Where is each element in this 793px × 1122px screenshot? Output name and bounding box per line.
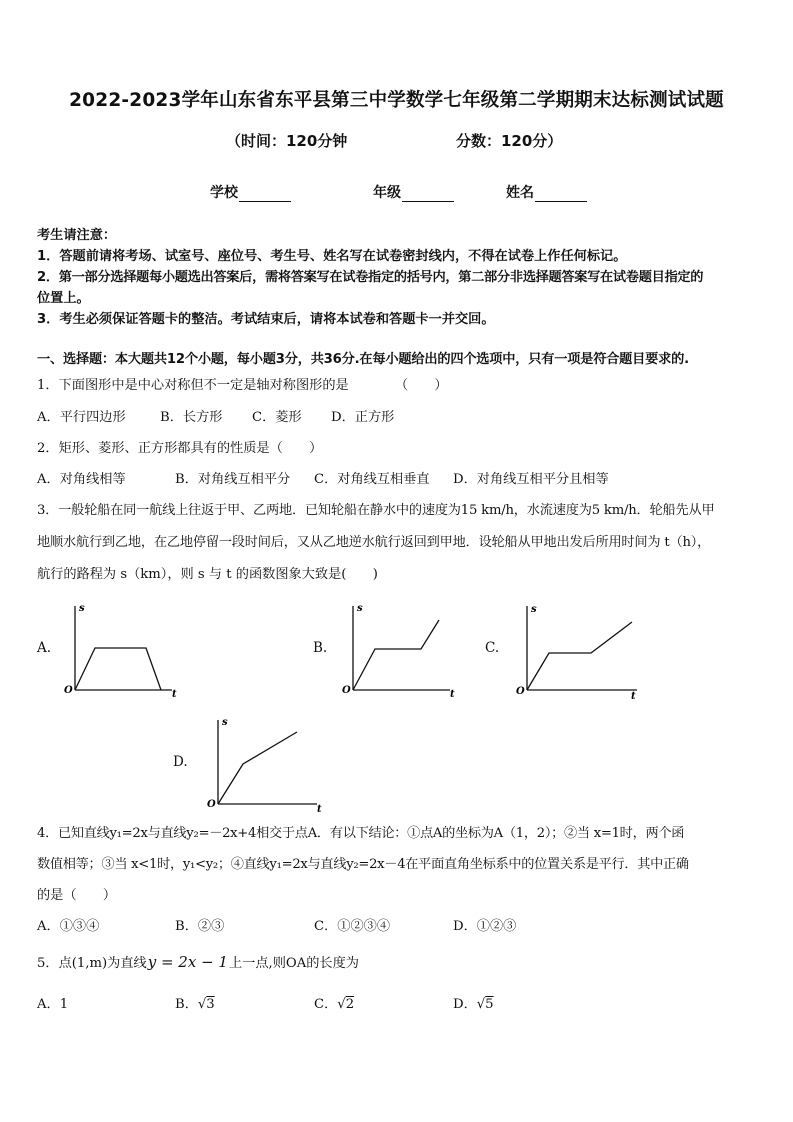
name-label: 姓名 (506, 185, 534, 201)
notice-line-1: 1．答题前请将考场、试室号、座位号、考生号、姓名写在试卷密封线内，不得在试卷上作任何标记。 (37, 249, 627, 264)
q5-option-d-value: 5 (485, 997, 494, 1012)
q3-graph-c[interactable] (512, 600, 652, 702)
q3-graph-a-origin: O (64, 685, 73, 696)
q5-equation: y = 2x − 1 (147, 953, 228, 971)
q3-graph-a-t-label: t (172, 689, 177, 700)
q5-option-c-letter: C． (314, 997, 338, 1012)
school-field (210, 182, 291, 202)
q3-graph-b-s-label: s (357, 603, 363, 614)
q3-line-2: 地顺水航行到乙地，在乙地停留一段时间后，又从乙地逆水航行返回到甲地．设轮船从甲地出发后所用时间为 t（h）， (37, 535, 711, 550)
q3-graph-b-t-label: t (450, 689, 455, 700)
q4-line-1: 4．已知直线y₁=2x与直线y₂=－2x+4相交于点A．有以下结论：①点A的坐标为A（1，2）；②当 x=1时，两个函 (37, 826, 685, 841)
q5-option-c[interactable] (314, 993, 354, 1012)
q5-option-b-value: 3 (206, 997, 215, 1012)
q1-option-b[interactable]: B．长方形 (160, 410, 223, 425)
notice-heading: 考生请注意： (37, 228, 117, 243)
q4-line-3: 的是（ ） (37, 888, 117, 903)
grade-field (373, 182, 454, 202)
notice-line-2b: 位置上。 (37, 291, 90, 306)
q3-option-d-label[interactable]: D. (173, 754, 188, 770)
notice-line-2: 2．第一部分选择题每小题选出答案后，需将答案写在试卷指定的括号内，第二部分非选择题答案写在试卷题目指定的 (37, 270, 704, 285)
q3-line-3: 航行的路程为 s（km），则 s 与 t 的函数图象大致是( ) (37, 567, 378, 582)
q5-option-d[interactable] (453, 993, 494, 1012)
school-blank[interactable] (239, 187, 291, 202)
q2-stem: 2．矩形、菱形、正方形都具有的性质是（ ） (37, 441, 323, 456)
q5-option-c-value: 2 (345, 997, 355, 1012)
q3-graph-c-t-label: t (631, 691, 636, 702)
section-heading: 一、选择题：本大题共12个小题，每小题3分，共36分.在每小题给出的四个选项中，只有一项是符合题目要求的. (37, 352, 689, 367)
q3-graph-d-origin: O (207, 799, 216, 810)
q3-line-1: 3．一般轮船在同一航线上往返于甲、乙两地．已知轮船在静水中的速度为15 km/h，水流速度为5 km/h．轮船先从甲 (37, 503, 715, 518)
q4-option-c[interactable]: C．①②③④ (314, 919, 391, 934)
q5-stem-part-2: 上一点,则OA的长度为 (228, 956, 359, 971)
q1-option-a[interactable]: A．平行四边形 (37, 410, 126, 425)
notice-line-3: 3．考生必须保证答题卡的整洁。考试结束后，请将本试卷和答题卡一并交回。 (37, 312, 495, 327)
q5-stem (37, 952, 359, 971)
q2-option-a[interactable]: A．对角线相等 (37, 472, 126, 487)
q3-graph-a-s-label: s (79, 603, 85, 614)
q3-graph-b[interactable] (338, 598, 468, 700)
q3-graph-a-line (75, 648, 161, 690)
sqrt-icon: √ (197, 997, 207, 1012)
q5-option-b-letter: B． (175, 997, 198, 1012)
q3-graph-c-line (527, 622, 632, 690)
grade-label: 年级 (373, 185, 401, 201)
sqrt-icon: √ (337, 997, 346, 1012)
q3-option-b-label[interactable]: B. (313, 640, 328, 656)
q4-line-2: 数值相等；③当 x<1时，y₁<y₂；④直线y₁=2x与直线y₂=2x－4在平面直角坐标系中的位置关系是平行．其中正确 (37, 857, 689, 872)
q1-option-d[interactable]: D．正方形 (331, 410, 395, 425)
q5-option-b[interactable] (175, 993, 215, 1012)
q4-option-b[interactable]: B．②③ (175, 919, 225, 934)
q1-option-c[interactable]: C．菱形 (252, 410, 302, 425)
name-field (506, 182, 587, 202)
q3-graph-d-t-label: t (317, 804, 322, 814)
q2-option-c[interactable]: C．对角线互相垂直 (314, 472, 430, 487)
q3-graph-b-line (353, 620, 439, 690)
q3-graph-c-origin: O (516, 686, 525, 697)
q3-graph-d-s-label: s (222, 717, 228, 728)
page-title: 2022-2023学年山东省东平县第三中学数学七年级第二学期期末达标测试试题 (69, 90, 724, 111)
q2-option-d[interactable]: D．对角线互相平分且相等 (453, 472, 609, 487)
q3-option-c-label[interactable]: C. (485, 640, 500, 656)
q3-option-a-label[interactable]: A. (37, 640, 52, 656)
q1-stem: 1．下面图形中是中心对称但不一定是轴对称图形的是 （ ） (37, 378, 448, 393)
q3-graph-c-s-label: s (531, 604, 537, 615)
q4-option-d[interactable]: D．①②③ (453, 919, 517, 934)
name-blank[interactable] (535, 187, 587, 202)
q3-graph-b-origin: O (342, 685, 351, 696)
q5-option-a[interactable]: A．1 (37, 997, 69, 1012)
q4-option-a[interactable]: A．①③④ (37, 919, 100, 934)
q2-option-b[interactable]: B．对角线互相平分 (175, 472, 291, 487)
exam-time: （时间：120分钟 (226, 132, 348, 150)
exam-score: 分数：120分） (456, 132, 563, 150)
grade-blank[interactable] (402, 187, 454, 202)
q3-graph-d-line (218, 732, 297, 804)
q3-graph-a[interactable] (60, 598, 190, 700)
q5-option-d-letter: D． (453, 997, 477, 1012)
q3-graph-d[interactable] (203, 712, 333, 814)
q5-stem-part-1: 5．点(1,m)为直线 (37, 956, 147, 971)
sqrt-icon: √ (476, 997, 486, 1012)
school-label: 学校 (210, 185, 238, 201)
